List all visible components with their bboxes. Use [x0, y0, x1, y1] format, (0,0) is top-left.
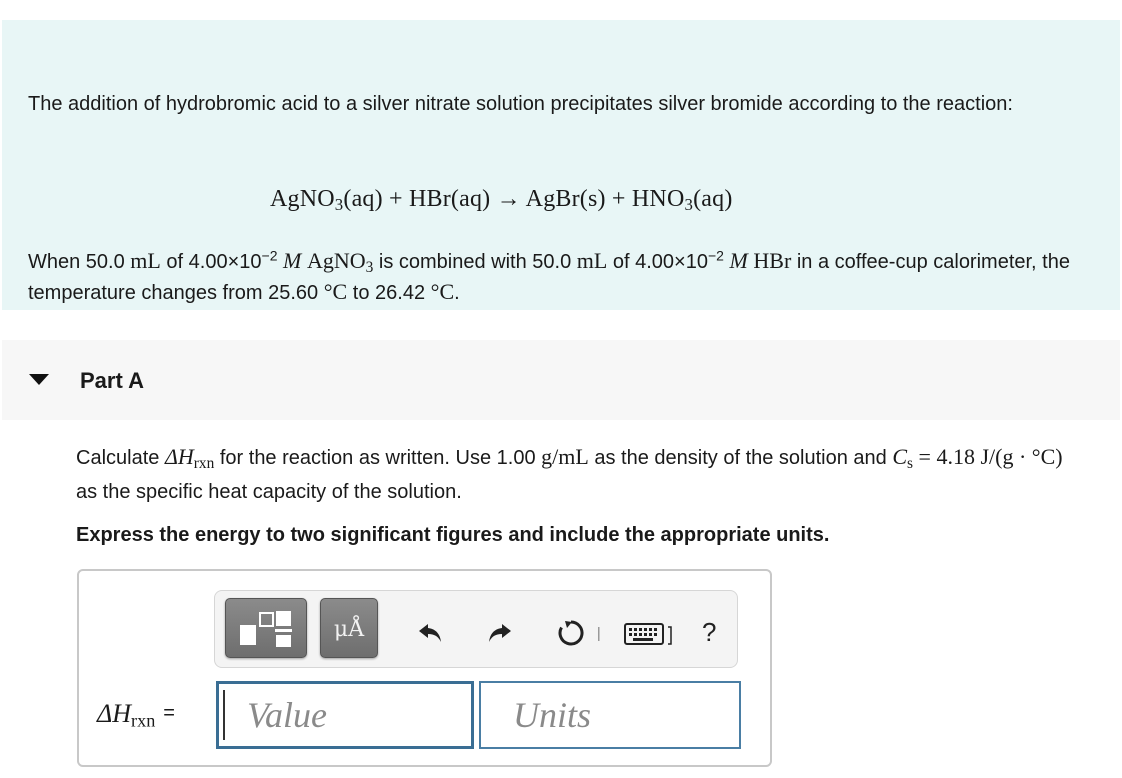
keyboard-icon[interactable]: [623, 617, 675, 649]
question-text: Calculate $\Delta H_{rxn}$ for the reaction as written. Use 1.00 g/mL as the density of the solution and $C_s = 4.18$ J/(g · °C) as the specific heat capacity of the solution.: [76, 444, 1063, 503]
reset-icon[interactable]: [555, 617, 587, 649]
text-cursor: [223, 690, 225, 740]
instruction-text: Express the energy to two significant figures and include the appropriate units.: [76, 524, 830, 546]
answer-box: [77, 569, 772, 767]
undo-icon[interactable]: [415, 617, 447, 649]
intro-text: The addition of hydrobromic acid to a silver nitrate solution precipitates silver bromide according to the reaction:: [28, 93, 1013, 115]
reaction-equation: AgNO$_3$(aq) + HBr(aq) → AgBr(s) + $HNO_3(aq)$: [270, 186, 733, 215]
units-button[interactable]: μÅ: [320, 598, 378, 658]
answer-label: $\Delta H_{rxn}$ =: [97, 699, 175, 731]
part-a-header[interactable]: [2, 340, 1120, 420]
value-input[interactable]: [216, 681, 474, 749]
divider-icon: [595, 617, 603, 649]
math-toolbar: [214, 590, 738, 668]
help-button[interactable]: ?: [702, 617, 717, 647]
problem-intro: [2, 20, 1120, 310]
conditions-text: When 50.0 mL of $4.00\times 10^{-2}$ M AgNO$_3$ is combined with 50.0 mL of $4.00\times 10^{-2}$ M HBr in a coffee-cup calorimeter, the temperature changes from 25.60 °C to 26.42 °C.: [28, 247, 1070, 304]
templates-button[interactable]: [225, 598, 307, 658]
units-input[interactable]: [479, 681, 741, 749]
templates-icon: [226, 599, 308, 659]
redo-icon[interactable]: [483, 617, 515, 649]
part-title: Part A: [80, 368, 144, 393]
collapse-caret-icon[interactable]: [29, 374, 49, 385]
